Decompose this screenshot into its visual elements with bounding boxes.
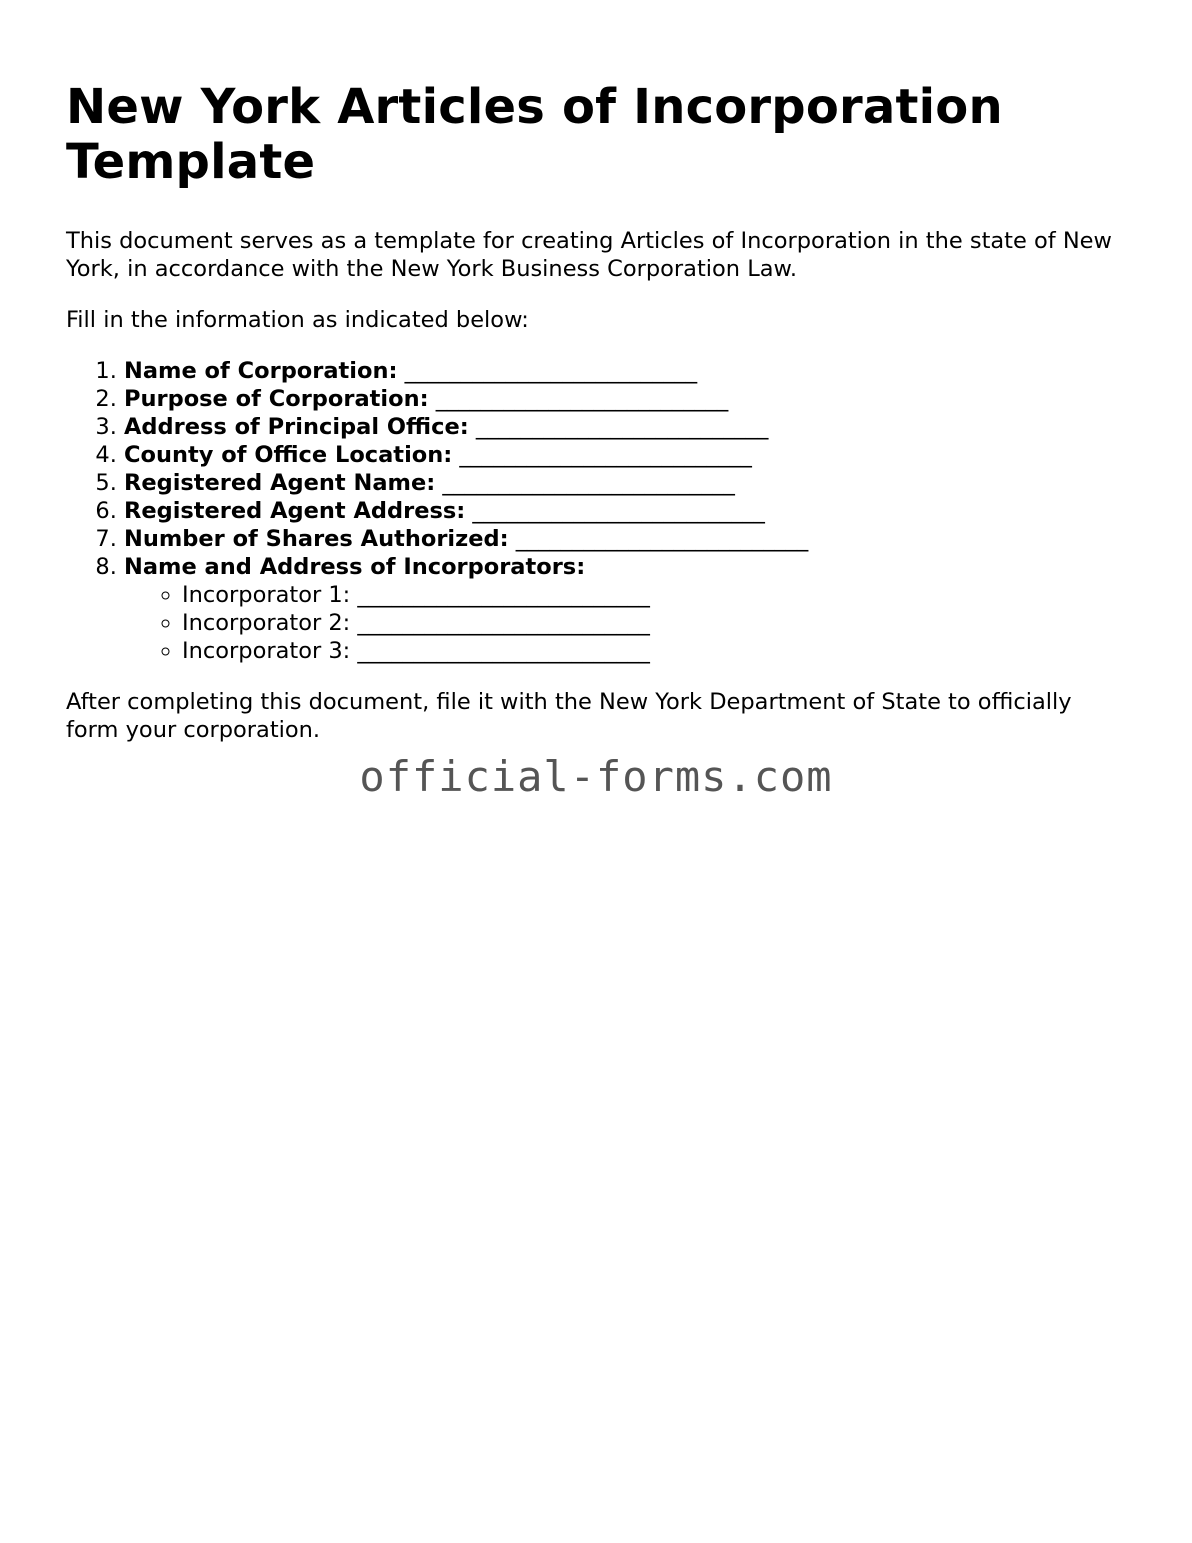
closing-paragraph: After completing this document, file it with the New York Department of State to officially form your corporation. — [66, 689, 1072, 743]
field-label: Number of Shares Authorized: — [124, 526, 509, 552]
field-item-agent-name — [124, 469, 1126, 497]
field-label: Purpose of Corporation: — [124, 386, 429, 412]
fill-in-blank: __________________________ — [475, 414, 769, 440]
instruction-paragraph: Fill in the information as indicated below: — [66, 307, 529, 333]
incorporator-label: Incorporator 1: — [182, 582, 351, 608]
incorporator-list — [124, 581, 1126, 665]
field-list — [66, 357, 1126, 665]
field-label: Address of Principal Office: — [124, 414, 469, 440]
intro-paragraph: This document serves as a template for creating Articles of Incorporation in the state of New York, in accordance with the New York Business Corporation Law. — [66, 228, 1112, 282]
fill-in-blank: __________________________ — [357, 638, 650, 664]
field-label: County of Office Location: — [124, 442, 453, 468]
incorporator-label: Incorporator 3: — [182, 638, 351, 664]
field-item-corporation-name — [124, 357, 1126, 385]
field-item-purpose — [124, 385, 1126, 413]
incorporator-item — [182, 609, 1126, 637]
watermark: official-forms.com — [359, 752, 833, 801]
fill-in-blank: __________________________ — [515, 526, 809, 552]
field-label: Name of Corporation: — [124, 358, 398, 384]
field-label: Registered Agent Address: — [124, 498, 466, 524]
incorporator-item — [182, 637, 1126, 665]
fill-in-blank: __________________________ — [357, 610, 650, 636]
document-page — [66, 80, 1126, 744]
fill-in-blank: __________________________ — [459, 442, 752, 468]
field-item-agent-address — [124, 497, 1126, 525]
field-item-principal-office — [124, 413, 1126, 441]
incorporator-label: Incorporator 2: — [182, 610, 351, 636]
field-item-county — [124, 441, 1126, 469]
field-item-shares — [124, 525, 1126, 553]
field-label: Name and Address of Incorporators: — [124, 554, 586, 580]
incorporator-item — [182, 581, 1126, 609]
fill-in-blank: __________________________ — [357, 582, 650, 608]
fill-in-blank: __________________________ — [442, 470, 735, 496]
fill-in-blank: __________________________ — [435, 386, 729, 412]
fill-in-blank: __________________________ — [472, 498, 765, 524]
field-label: Registered Agent Name: — [124, 470, 436, 496]
fill-in-blank: __________________________ — [404, 358, 698, 384]
field-item-incorporators — [124, 553, 1126, 665]
document-title: New York Articles of Incorporation Template — [66, 79, 1003, 190]
